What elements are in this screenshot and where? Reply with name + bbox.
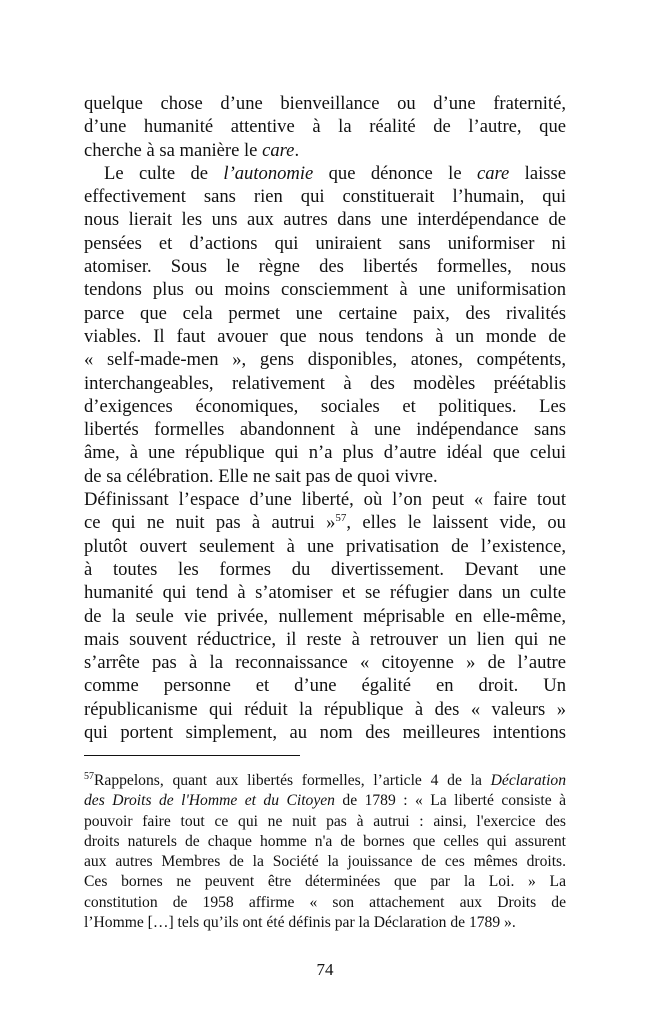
text-segment: care bbox=[262, 139, 295, 161]
text-segment: Déclaration bbox=[490, 772, 566, 789]
text-line bbox=[84, 698, 566, 721]
text-line bbox=[84, 721, 566, 744]
text-line bbox=[84, 488, 566, 511]
text-segment: parce que cela permet une certaine paix, des rivalités bbox=[84, 302, 566, 324]
text-segment: humanité qui tend à s’atomiser et se réfugier dans un culte bbox=[84, 582, 566, 604]
text-segment: , elles le laissent vide, ou bbox=[346, 512, 566, 534]
text-line bbox=[84, 535, 566, 558]
body-text bbox=[84, 92, 566, 744]
text-line bbox=[84, 605, 566, 628]
text-segment: d’une humanité attentive à la réalité de l’autre, que bbox=[84, 116, 566, 138]
text-segment: . bbox=[294, 139, 300, 161]
text-line bbox=[84, 558, 566, 581]
text-segment: plutôt ouvert seulement à une privatisation de l’existence, bbox=[84, 535, 566, 557]
text-segment: qui portent simplement, au nom des meilleures intentions bbox=[84, 722, 566, 744]
text-segment: de la seule vie privée, nullement méprisable en elle-même, bbox=[84, 605, 566, 627]
text-line bbox=[84, 651, 566, 674]
text-segment: cherche à sa manière le bbox=[84, 139, 263, 161]
text-segment: laisse bbox=[509, 162, 566, 184]
text-segment: âme, à une république qui n’a plus d’autre idéal que celui bbox=[84, 442, 566, 464]
text-segment: viables. Il faut avouer que nous tendons à un monde de bbox=[84, 325, 566, 347]
text-line bbox=[84, 872, 566, 892]
text-segment: des Droits de l'Homme et du Citoyen bbox=[84, 792, 335, 810]
text-segment: Définissant l’espace d’une liberté, où l’on peut « faire tout bbox=[84, 489, 566, 511]
text-segment: effectivement sans rien qui constituerait l’humain, qui bbox=[84, 186, 566, 208]
text-line bbox=[84, 162, 566, 185]
text-line bbox=[84, 255, 566, 278]
text-segment: libertés formelles abandonnent à une indépendance sans bbox=[84, 419, 566, 441]
text-segment: à toutes les formes du divertissement. Devant une bbox=[84, 558, 566, 580]
text-line bbox=[84, 185, 566, 208]
text-segment: républicanisme qui réduit la république à des « valeurs » bbox=[84, 698, 566, 720]
text-line bbox=[84, 465, 566, 488]
text-segment: l’autonomie bbox=[223, 162, 314, 184]
text-segment: constitution de 1958 affirme « son attachement aux Droits de bbox=[84, 893, 566, 911]
text-segment: atomiser. Sous le règne des libertés formelles, nous bbox=[84, 256, 566, 278]
text-segment: droits naturels de chaque homme n'a de bornes que celles qui assurent bbox=[84, 832, 566, 850]
text-line bbox=[84, 441, 566, 464]
text-segment: « self-made-men », gens disponibles, atones, compétents, bbox=[84, 349, 566, 371]
text-segment: Rappelons, quant aux libertés formelles, l’article 4 de la bbox=[94, 772, 491, 789]
text-line bbox=[84, 791, 566, 811]
text-line bbox=[84, 115, 566, 138]
text-line bbox=[84, 278, 566, 301]
footnote-separator bbox=[84, 755, 300, 756]
text-line bbox=[84, 325, 566, 348]
text-segment: que dénonce le bbox=[313, 162, 477, 184]
footnote-ref: 57 bbox=[84, 771, 94, 782]
text-line bbox=[84, 852, 566, 872]
text-segment: l’Homme […] tels qu’ils ont été définis par la Déclaration de 1789 ». bbox=[84, 914, 516, 932]
text-line bbox=[84, 372, 566, 395]
text-segment: pouvoir faire tout ce qui ne nuit pas à autrui : ainsi, l'exercice des bbox=[84, 812, 566, 830]
text-segment: Le culte de bbox=[104, 162, 224, 184]
text-segment: d’exigences économiques, sociales et politiques. Les bbox=[84, 395, 566, 417]
text-segment: Ces bornes ne peuvent être déterminées que par la Loi. » La bbox=[84, 873, 566, 891]
text-segment: pensées et d’actions qui uniraient sans uniformiser ni bbox=[84, 232, 566, 254]
text-segment: de 1789 : « La liberté consiste à bbox=[334, 792, 566, 810]
text-segment: aux autres Membres de la Société la jouissance de ces mêmes droits. bbox=[84, 853, 566, 871]
text-line bbox=[84, 511, 566, 534]
text-line bbox=[84, 628, 566, 651]
text-line bbox=[84, 832, 566, 852]
text-segment: comme personne et d’une égalité en droit. Un bbox=[84, 675, 566, 697]
text-segment: de sa célébration. Elle ne sait pas de quoi vivre. bbox=[84, 465, 438, 487]
text-line bbox=[84, 348, 566, 371]
page-number: 74 bbox=[316, 960, 334, 979]
text-line bbox=[84, 139, 566, 162]
text-segment: interchangeables, relativement à des modèles préétablis bbox=[84, 372, 566, 394]
text-segment: care bbox=[476, 162, 510, 184]
text-line bbox=[84, 92, 566, 115]
text-segment: quelque chose d’une bienveillance ou d’une fraternité, bbox=[84, 93, 566, 114]
text-segment: mais souvent réductrice, il reste à retrouver un lien qui ne bbox=[84, 628, 566, 650]
text-line bbox=[84, 913, 566, 933]
text-line bbox=[84, 395, 566, 418]
text-segment: tendons plus ou moins consciemment à une uniformisation bbox=[84, 279, 566, 301]
text-segment: s’arrête pas à la reconnaissance « citoyenne » de l’autre bbox=[84, 652, 566, 674]
text-line bbox=[84, 232, 566, 255]
text-line bbox=[84, 302, 566, 325]
text-line bbox=[84, 771, 566, 791]
text-line bbox=[84, 581, 566, 604]
text-line bbox=[84, 812, 566, 832]
text-segment: nous lierait les uns aux autres dans une interdépendance de bbox=[84, 209, 566, 231]
text-line bbox=[84, 893, 566, 913]
footnote-57 bbox=[84, 771, 566, 933]
text-line bbox=[84, 418, 566, 441]
footnote-ref: 57 bbox=[335, 512, 347, 525]
text-line bbox=[84, 674, 566, 697]
text-segment: ce qui ne nuit pas à autrui » bbox=[84, 512, 336, 534]
text-line bbox=[84, 208, 566, 231]
